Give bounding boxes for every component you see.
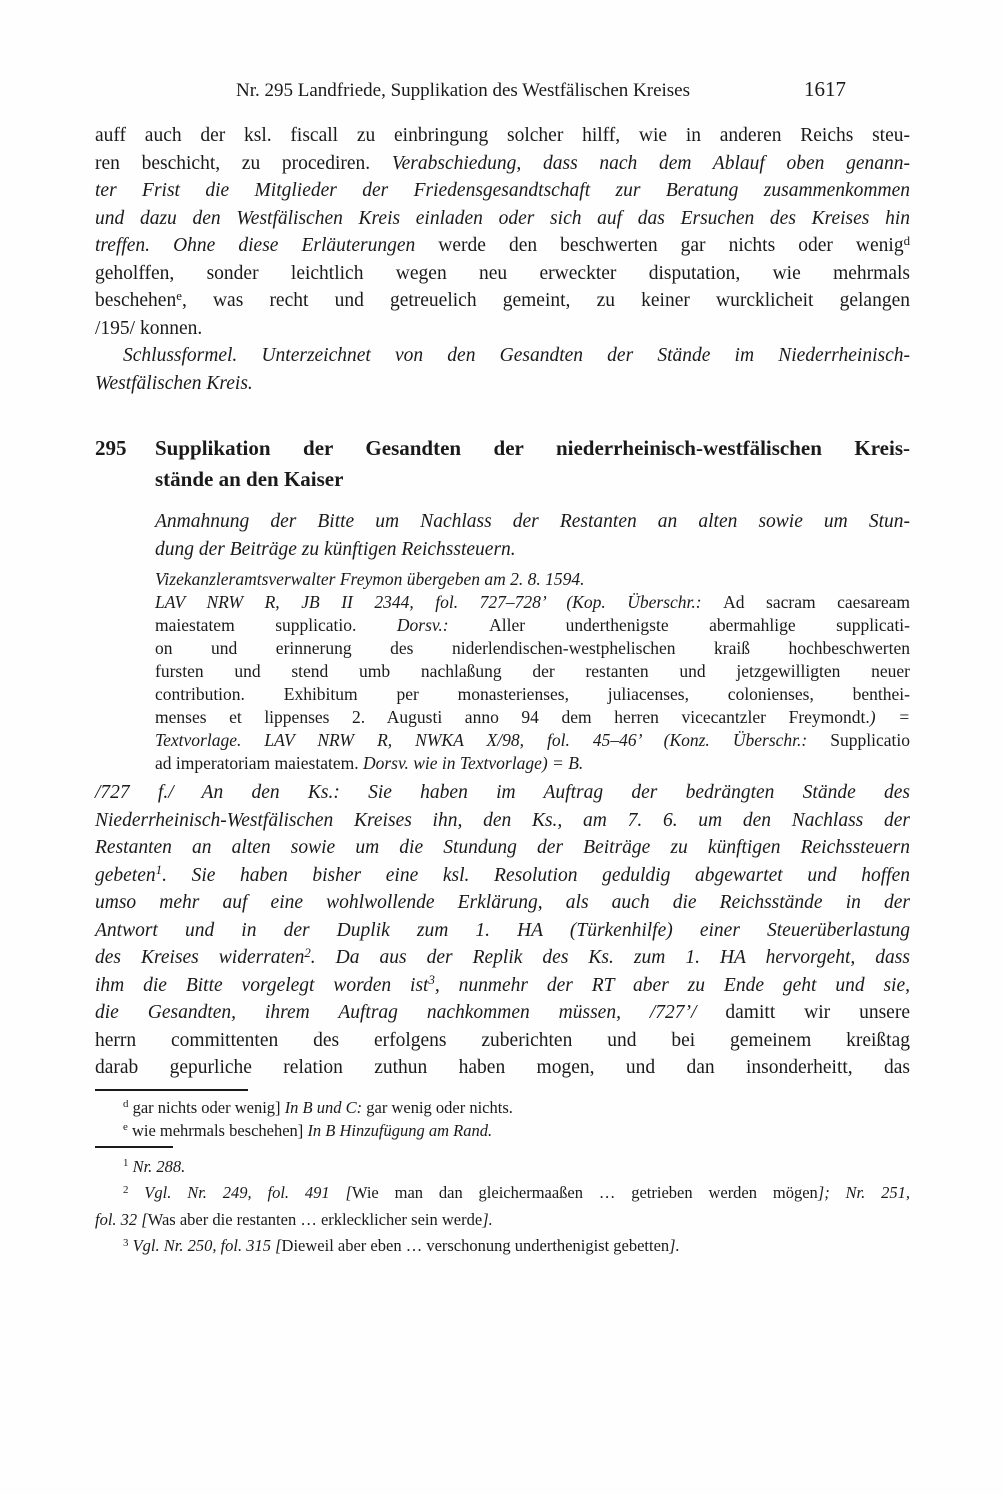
text-segment: Dieweil aber eben … verschonung underthenigist gebetten	[281, 1236, 670, 1255]
text-line	[95, 1233, 910, 1260]
footnote-marker: d	[903, 233, 911, 248]
text-line	[155, 536, 910, 564]
text-segment: menses et lippenses 2. Augusti anno 94 dem herren vicecantzler Freymondt.	[155, 707, 870, 727]
regest	[155, 508, 910, 563]
text-segment: . Da aus der Replik des Ks. zum 1. HA hervorgeht, dass	[310, 947, 910, 968]
text-segment: ]; Nr. 251,	[817, 1183, 911, 1202]
text-segment: Aller underthenigste abermahlige supplicati-	[489, 615, 911, 635]
text-segment: und dazu den Westfälischen Kreis einladen oder sich auf das Ersuchen des Kreises hin	[95, 207, 910, 229]
text-line	[155, 433, 910, 464]
intro-paragraph	[95, 122, 910, 342]
text-line	[95, 972, 910, 1000]
variant-rule	[95, 1089, 248, 1091]
text-line	[155, 508, 910, 536]
text-segment: dung der Beiträge zu künftigen Reichssteuern.	[155, 538, 516, 560]
text-segment: ].	[669, 1236, 680, 1255]
footnote-marker: 1	[155, 863, 163, 878]
text-line	[95, 807, 910, 835]
text-segment: Niederrheinisch-Westfälischen Kreises ihn, den Ks., am 7. 6. um den Nachlass der	[95, 809, 910, 831]
text-segment: Antwort und in der Duplik zum 1. HA (Türkenhilfe) einer Steuerüberlastung	[95, 919, 910, 941]
footnote-marker: e	[176, 288, 182, 303]
text-segment: . Sie haben bisher eine ksl. Resolution geduldig abgewartet und hoffen	[162, 864, 910, 886]
text-segment: Dorsv.:	[396, 615, 490, 635]
text-segment: Dorsv. wie in Textvorlage) = B.	[362, 753, 584, 773]
text-line	[95, 1119, 910, 1142]
main-text	[95, 779, 910, 1082]
text-line	[95, 342, 910, 370]
content	[95, 122, 910, 1260]
text-segment: Textvorlage. LAV NRW R, NWKA X/98, fol. 45–46’ (Konz. Überschr.:	[155, 730, 831, 750]
text-line	[95, 370, 910, 398]
text-segment: maiestatem supplicatio.	[155, 615, 397, 635]
text-segment: fursten und stend umb nachlaßung der restanten und jetzgewilligten neuer	[155, 661, 910, 681]
footnote-marker: 3	[428, 973, 435, 988]
text-segment: geholffen, sonder leichtlich wegen neu erweckter disputation, wie mehrmals	[95, 262, 910, 284]
text-line	[95, 862, 910, 890]
footnote-marker: 1	[123, 1157, 129, 1170]
text-segment: gebeten	[95, 864, 156, 886]
text-segment: herrn committenten des erfolgens zuberichten und bei gemeinem kreißtag	[95, 1029, 910, 1051]
footnote-marker: 2	[123, 1183, 129, 1196]
text-segment: treffen. Ohne diese Erläuterungen	[95, 235, 439, 256]
text-segment: Restanten an alten sowie um die Stundung der Beiträge zu künftigen Reichssteuern	[95, 837, 910, 858]
document-heading	[95, 433, 910, 494]
text-line	[95, 315, 910, 343]
footnote-marker: d	[123, 1098, 129, 1111]
variant-footnotes	[95, 1096, 910, 1142]
text-line	[95, 1207, 910, 1234]
text-segment: Was aber die restanten … erklecklicher sein werde	[147, 1209, 483, 1229]
text-segment: die Gesandten, ihrem Auftrag nachkommen müssen, /727’/	[95, 1002, 726, 1023]
text-segment: In B und C:	[284, 1097, 367, 1117]
text-segment: contribution. Exhibitum per monasterienses, juliacenses, colonienses, benthei-	[155, 684, 910, 704]
text-segment: /195/ konnen.	[95, 317, 203, 339]
text-segment: des Kreises widerraten	[95, 947, 305, 968]
text-segment: Schlussformel. Unterzeichnet von den Gesandten der Stände im Niederrheinisch-	[123, 345, 910, 366]
text-segment: ihm die Bitte vorgelegt worden ist	[95, 974, 429, 996]
text-line	[155, 752, 910, 775]
text-line	[95, 122, 910, 150]
footnote-marker: 2	[304, 945, 311, 960]
footnote-marker: 3	[123, 1236, 129, 1249]
text-segment: Nr. 288.	[128, 1156, 186, 1176]
commentary-rule	[95, 1146, 173, 1148]
text-segment: gar wenig oder nichts.	[366, 1097, 513, 1117]
text-segment: darab gepurliche relation zuthun haben mogen, und dan insonderheitt, das	[95, 1057, 910, 1078]
text-line	[95, 287, 910, 315]
text-segment: werde den beschwerten gar nichts oder wenig	[438, 235, 904, 256]
text-segment: damitt wir unsere	[725, 1002, 910, 1023]
text-line	[155, 637, 910, 660]
commentary-footnotes	[95, 1154, 910, 1260]
running-head-title: Nr. 295 Landfriede, Supplikation des Westfälischen Kreises	[235, 80, 690, 101]
text-line	[95, 260, 910, 288]
text-segment: ren beschicht, zu procediren.	[95, 152, 392, 174]
text-segment: Verabschiedung, dass nach dem Ablauf oben genann-	[391, 152, 910, 174]
text-line	[95, 1154, 910, 1181]
text-line	[155, 568, 910, 591]
text-segment: ) =	[869, 707, 911, 727]
text-segment: LAV NRW R, JB II 2344, fol. 727–728’ (Kop. Überschr.:	[155, 592, 724, 612]
text-line	[95, 917, 910, 945]
text-line	[95, 1180, 910, 1207]
text-segment: stände an den Kaiser	[155, 466, 344, 491]
text-segment: ].	[482, 1209, 493, 1229]
text-segment: Vizekanzleramtsverwalter Freymon übergeben am 2. 8. 1594.	[155, 569, 585, 589]
text-segment: wie mehrmals beschehen]	[127, 1120, 308, 1140]
text-segment: In B Hinzufügung am Rand.	[307, 1120, 493, 1140]
text-line	[95, 889, 910, 917]
text-segment: Ad sacram caesaream	[723, 592, 910, 612]
text-line	[95, 999, 910, 1027]
text-line	[95, 779, 910, 807]
text-segment: beschehen	[95, 290, 177, 311]
text-segment: fol. 32 [	[95, 1209, 148, 1229]
document-page	[0, 76, 1004, 1260]
text-line	[155, 614, 910, 637]
text-line	[95, 177, 910, 205]
text-segment: umso mehr auf eine wohlwollende Erklärung, als auch die Reichsstände in der	[95, 892, 910, 913]
text-line	[95, 232, 910, 260]
text-line	[95, 1054, 910, 1082]
text-line	[95, 1096, 910, 1119]
text-segment: Vgl. Nr. 249, fol. 491 [	[128, 1183, 352, 1202]
running-head	[95, 76, 910, 104]
text-segment: ad imperatoriam maiestatem.	[155, 753, 363, 773]
text-segment: , nunmehr der RT aber zu Ende geht und sie,	[434, 974, 910, 996]
text-line	[155, 591, 910, 614]
text-segment: /727 f./ An den Ks.: Sie haben im Auftrag der bedrängten Stände des	[95, 782, 910, 803]
document-number: 295	[95, 436, 127, 460]
text-segment: Supplikation der Gesandten der niederrheinisch-westfälischen Kreis-	[155, 436, 910, 460]
closing-formula	[95, 342, 910, 397]
text-segment: ter Frist die Mitglieder der Friedensgesandtschaft zur Beratung zusammenkommen	[95, 180, 910, 201]
text-line	[95, 1027, 910, 1055]
text-line	[155, 464, 910, 495]
archival-note	[155, 568, 910, 775]
text-segment: on und erinnerung des niderlendischen-westphelischen kraiß hochbeschwerten	[155, 638, 910, 658]
text-line	[95, 150, 910, 178]
text-line	[95, 944, 910, 972]
text-segment: Supplicatio	[830, 730, 910, 750]
footnote-marker: e	[123, 1121, 128, 1134]
text-line	[95, 834, 910, 862]
text-line	[95, 205, 910, 233]
text-segment: Westfälischen Kreis.	[95, 372, 253, 394]
text-segment: Wie man dan gleichermaaßen … getrieben werden mögen	[351, 1183, 818, 1202]
text-line	[155, 660, 910, 683]
page-number: 1617	[804, 77, 846, 101]
text-segment: Anmahnung der Bitte um Nachlass der Restanten an alten sowie um Stun-	[155, 511, 910, 532]
text-line	[155, 706, 910, 729]
text-segment: gar nichts oder wenig]	[128, 1097, 285, 1117]
text-segment: , was recht und getreuelich gemeint, zu keiner wurcklicheit gelangen	[181, 290, 910, 311]
text-segment: auff auch der ksl. fiscall zu einbringung solcher hilff, wie in anderen Reichs steu-	[95, 125, 910, 146]
text-segment: Vgl. Nr. 250, fol. 315 [	[128, 1236, 282, 1255]
text-line	[155, 729, 910, 752]
text-line	[155, 683, 910, 706]
